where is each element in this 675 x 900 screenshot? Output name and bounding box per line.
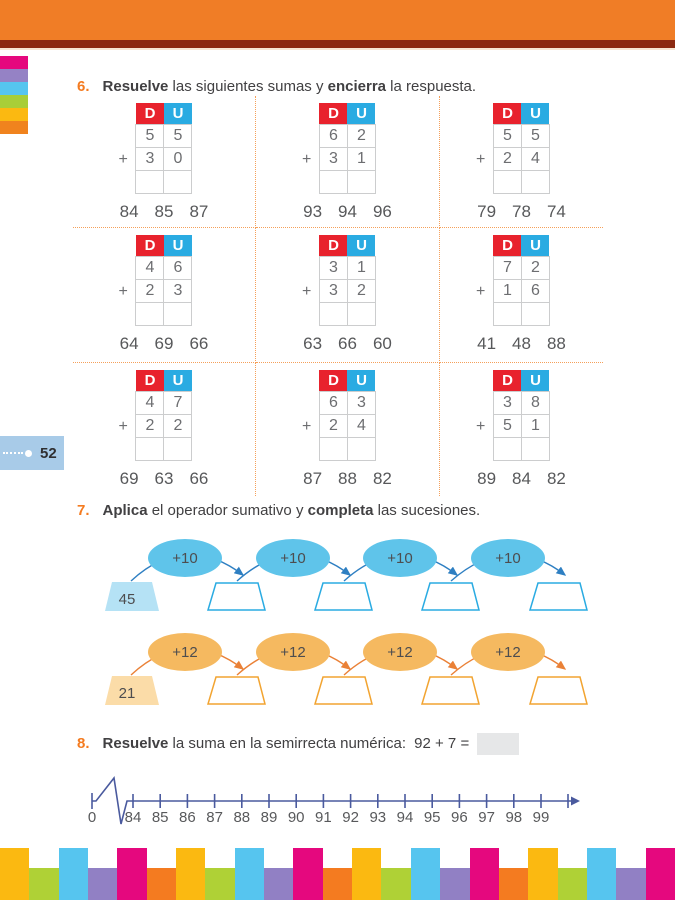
tick-label: 99 (532, 809, 550, 826)
answer-choice[interactable]: 69 (119, 468, 139, 488)
addend2-units: 4 (521, 147, 549, 170)
tens-column-header: D (493, 370, 521, 391)
empty-answer-trapezoid[interactable] (315, 583, 372, 610)
footer-bar-purple (616, 868, 645, 900)
footer-bar-magenta (646, 848, 675, 900)
empty-answer-trapezoid[interactable] (530, 677, 587, 704)
sum-units-input-cell[interactable] (164, 170, 192, 193)
addend1-tens: 3 (493, 391, 521, 414)
footer-bar-purple (440, 868, 469, 900)
plus-sign: + (118, 283, 128, 300)
side-tab-green (0, 95, 28, 108)
footer-bar-orange (147, 868, 176, 900)
answer-choice[interactable]: 93 (303, 201, 323, 221)
addition-problem (477, 103, 566, 222)
sum-units-input-cell[interactable] (347, 302, 375, 325)
footer-bar-orange (323, 868, 352, 900)
instruction-run: las siguientes sumas y (168, 78, 328, 95)
answer-choice[interactable]: 66 (338, 333, 357, 353)
sum-tens-input-cell[interactable] (136, 302, 164, 325)
addend1-tens: 4 (136, 391, 164, 414)
answer-choice[interactable]: 87 (189, 201, 209, 221)
origin-label: 0 (87, 809, 97, 826)
answer-choices (477, 469, 566, 489)
du-table (493, 103, 550, 194)
answer-choice[interactable]: 79 (477, 201, 497, 221)
du-table-wrap (118, 370, 192, 461)
answer-choice[interactable]: 94 (338, 201, 357, 221)
answer-choice[interactable]: 82 (372, 468, 392, 488)
empty-answer-trapezoid[interactable] (530, 583, 587, 610)
tens-column-header: D (319, 103, 347, 124)
plus-sign: + (475, 283, 486, 300)
addend2-tens: 1 (493, 279, 521, 302)
tens-column-header: D (493, 235, 521, 256)
answer-choice[interactable]: 88 (546, 333, 566, 353)
answer-choice[interactable]: 82 (546, 468, 566, 488)
sum-tens-input-cell[interactable] (136, 437, 164, 460)
units-column-header: U (347, 370, 375, 391)
tick-label: 85 (151, 809, 169, 826)
footer-bar-yellow (0, 848, 29, 900)
addend1-units: 1 (347, 256, 375, 279)
exercise6-heading (77, 76, 476, 98)
exercise7-number: 7. (77, 502, 90, 519)
sum-tens-input-cell[interactable] (493, 437, 521, 460)
plus-sign: + (118, 151, 128, 168)
instruction-run: Resuelve (102, 78, 169, 95)
number-sequence-0 (95, 535, 610, 623)
du-table (319, 103, 376, 194)
addend1-units: 2 (521, 256, 549, 279)
answer-choice[interactable]: 74 (546, 201, 566, 221)
addend2-units: 0 (164, 147, 192, 170)
answer-box[interactable] (477, 733, 519, 755)
du-table (135, 103, 192, 194)
addend2-tens: 3 (319, 147, 347, 170)
sum-tens-input-cell[interactable] (136, 170, 164, 193)
side-tab-magenta (0, 56, 28, 69)
du-table-wrap (475, 103, 550, 194)
du-table-wrap (475, 370, 550, 461)
tens-column-header: D (136, 103, 164, 124)
tens-column-header: D (136, 235, 164, 256)
addend1-units: 7 (164, 391, 192, 414)
footer-bar-purple (264, 868, 293, 900)
du-table-wrap (118, 235, 192, 326)
operator-label: +12 (280, 644, 306, 661)
units-column-header: U (521, 370, 549, 391)
sum-tens-input-cell[interactable] (319, 302, 347, 325)
answer-choice[interactable]: 88 (338, 468, 357, 488)
answer-choices (303, 202, 392, 222)
units-column-header: U (521, 235, 549, 256)
addend1-tens: 4 (136, 256, 164, 279)
instruction-run: el operador sumativo y (147, 502, 308, 519)
footer-bar-blue (587, 848, 616, 900)
units-column-header: U (347, 103, 375, 124)
tick-label: 86 (179, 809, 196, 826)
addend2-tens: 3 (319, 279, 347, 302)
answer-choices (120, 334, 209, 354)
tens-column-header: D (319, 235, 347, 256)
empty-answer-trapezoid[interactable] (208, 583, 265, 610)
addend2-units: 1 (521, 414, 549, 437)
sum-units-input-cell[interactable] (521, 437, 549, 460)
side-tab-purple (0, 69, 28, 82)
tick-label: 89 (260, 809, 278, 826)
side-color-tabs (0, 56, 28, 134)
exercise6-number: 6. (77, 78, 90, 95)
tens-column-header: D (493, 103, 521, 124)
page-number-tab (0, 436, 64, 470)
units-column-header: U (164, 235, 192, 256)
problem-cell (73, 363, 256, 496)
side-tab-orange (0, 121, 28, 134)
addition-problem (120, 103, 209, 222)
problem-cell (440, 363, 603, 496)
instruction-run: la suma en la semirrecta numérica: (168, 735, 411, 752)
answer-choice[interactable]: 96 (372, 201, 392, 221)
plus-sign: + (475, 151, 486, 168)
answer-choice[interactable]: 78 (512, 201, 531, 221)
addend1-tens: 5 (136, 124, 164, 147)
answer-choices (120, 202, 209, 222)
answer-choice[interactable]: 66 (189, 333, 209, 353)
empty-answer-trapezoid[interactable] (315, 677, 372, 704)
sum-units-input-cell[interactable] (521, 302, 549, 325)
sequence-start-value: 45 (118, 591, 136, 608)
problem-cell (73, 96, 256, 228)
units-column-header: U (347, 235, 375, 256)
problem-cell (440, 228, 603, 363)
empty-answer-trapezoid[interactable] (422, 583, 479, 610)
instruction-run: las sucesiones. (373, 502, 481, 519)
problem-cell (73, 228, 256, 363)
du-table (319, 370, 376, 461)
footer-bar-yellow (176, 848, 205, 900)
addition-problems-grid (73, 96, 603, 496)
sum-units-input-cell[interactable] (521, 170, 549, 193)
operator-label: +12 (172, 644, 198, 661)
side-tab-blue (0, 82, 28, 95)
exercise7-heading (77, 500, 480, 522)
addend2-units: 2 (164, 414, 192, 437)
number-line (80, 775, 600, 835)
footer-bar-blue (411, 848, 440, 900)
operator-label: +10 (387, 550, 413, 567)
addend1-units: 8 (521, 391, 549, 414)
tick-label: 88 (233, 809, 251, 826)
footer-bar-yellow (528, 848, 557, 900)
sequence-start-value: 21 (118, 685, 136, 702)
operator-label: +10 (172, 550, 198, 567)
instruction-run: la respuesta. (386, 78, 477, 95)
units-column-header: U (164, 103, 192, 124)
tens-column-header: D (136, 370, 164, 391)
addend1-units: 3 (347, 391, 375, 414)
addend1-units: 5 (164, 124, 192, 147)
answer-choice[interactable]: 84 (119, 201, 139, 221)
header-accent-line (0, 40, 675, 50)
problem-cell (256, 363, 440, 496)
answer-choice[interactable]: 69 (154, 333, 174, 353)
header-band (0, 0, 675, 40)
answer-choice[interactable]: 41 (477, 333, 497, 353)
answer-choice[interactable]: 60 (372, 333, 392, 353)
footer-bar-green (29, 868, 58, 900)
footer-bar-green (558, 868, 587, 900)
addend2-units: 1 (347, 147, 375, 170)
tick-label: 90 (287, 809, 305, 826)
addend2-units: 6 (521, 279, 549, 302)
answer-choices (303, 469, 392, 489)
operator-label: +12 (495, 644, 521, 661)
footer-bar-magenta (117, 848, 146, 900)
addend2-tens: 2 (493, 147, 521, 170)
instruction-run: Aplica (102, 502, 148, 519)
answer-choice[interactable]: 63 (154, 468, 174, 488)
exercise8-heading (77, 733, 519, 755)
sum-tens-input-cell[interactable] (319, 170, 347, 193)
footer-bar-green (381, 868, 410, 900)
footer-bar-blue (59, 848, 88, 900)
answer-choices (120, 469, 209, 489)
footer-bar-purple (88, 868, 117, 900)
sum-tens-input-cell[interactable] (493, 170, 521, 193)
tick-label: 91 (315, 809, 332, 826)
tick-label: 84 (124, 809, 142, 826)
arrowhead-icon (571, 797, 580, 806)
footer-color-bars (0, 848, 675, 900)
tick-label: 98 (505, 809, 523, 826)
addend1-units: 5 (521, 124, 549, 147)
tick-label: 94 (396, 809, 414, 826)
answer-choices (477, 334, 566, 354)
answer-choice[interactable]: 85 (154, 201, 174, 221)
footer-bar-green (205, 868, 234, 900)
addend1-tens: 5 (493, 124, 521, 147)
du-table (319, 235, 376, 326)
addition-problem (120, 370, 209, 489)
plus-sign: + (118, 418, 128, 435)
units-column-header: U (521, 103, 549, 124)
addend2-tens: 2 (136, 279, 164, 302)
addition-problem (477, 370, 566, 489)
sum-tens-input-cell[interactable] (319, 437, 347, 460)
plus-sign: + (301, 418, 312, 435)
addend2-tens: 2 (319, 414, 347, 437)
tick-label: 97 (478, 809, 495, 826)
addend2-tens: 2 (136, 414, 164, 437)
addend2-tens: 3 (136, 147, 164, 170)
answer-choice[interactable]: 63 (303, 333, 323, 353)
addend2-units: 4 (347, 414, 375, 437)
leader-dot (25, 450, 32, 457)
problem-cell (256, 228, 440, 363)
addend1-units: 6 (164, 256, 192, 279)
instruction-run: Resuelve (102, 735, 169, 752)
addend1-tens: 7 (493, 256, 521, 279)
units-column-header: U (164, 370, 192, 391)
addition-problem (303, 370, 392, 489)
side-tab-yellow (0, 108, 28, 121)
tick-label: 93 (369, 809, 387, 826)
footer-bar-blue (235, 848, 264, 900)
du-table-wrap (301, 235, 376, 326)
addend1-tens: 6 (319, 124, 347, 147)
instruction-run: completa (307, 502, 374, 519)
dotted-leader-line (3, 452, 23, 454)
plus-sign: + (475, 418, 486, 435)
answer-choice[interactable]: 89 (477, 468, 497, 488)
du-table (135, 370, 192, 461)
plus-sign: + (301, 283, 312, 300)
operator-label: +10 (495, 550, 521, 567)
exercise6-instruction (103, 78, 477, 95)
answer-choice[interactable]: 87 (303, 468, 323, 488)
sum-units-input-cell[interactable] (164, 437, 192, 460)
number-sequence-1 (95, 629, 610, 717)
addition-problem (477, 235, 566, 354)
answer-choice[interactable]: 64 (119, 333, 139, 353)
addend1-tens: 6 (319, 391, 347, 414)
addition-problem (120, 235, 209, 354)
tick-label: 87 (206, 809, 223, 826)
tick-label: 92 (342, 809, 359, 826)
addend1-units: 2 (347, 124, 375, 147)
tick-label: 95 (423, 809, 441, 826)
sum-units-input-cell[interactable] (347, 437, 375, 460)
addition-problem (303, 235, 392, 354)
addend2-tens: 5 (493, 414, 521, 437)
du-table-wrap (301, 103, 376, 194)
equation-text: 92 + 7 = (414, 735, 470, 752)
answer-choices (477, 202, 566, 222)
sum-units-input-cell[interactable] (347, 170, 375, 193)
footer-bar-magenta (470, 848, 499, 900)
sum-units-input-cell[interactable] (164, 302, 192, 325)
du-table-wrap (118, 103, 192, 194)
sum-tens-input-cell[interactable] (493, 302, 521, 325)
footer-bar-orange (499, 868, 528, 900)
addend2-units: 3 (164, 279, 192, 302)
exercise8-instruction (103, 735, 411, 752)
addition-problem (303, 103, 392, 222)
operator-label: +10 (280, 550, 306, 567)
exercise8-number: 8. (77, 735, 90, 752)
exercise7-instruction (103, 502, 481, 519)
answer-choice[interactable]: 84 (512, 468, 531, 488)
tick-label: 96 (451, 809, 468, 826)
problem-cell (440, 96, 603, 228)
empty-answer-trapezoid[interactable] (422, 677, 479, 704)
operator-label: +12 (387, 644, 413, 661)
du-table-wrap (301, 370, 376, 461)
tens-column-header: D (319, 370, 347, 391)
answer-choices (303, 334, 392, 354)
footer-bar-magenta (293, 848, 322, 900)
du-table (135, 235, 192, 326)
footer-bar-yellow (352, 848, 381, 900)
empty-answer-trapezoid[interactable] (208, 677, 265, 704)
plus-sign: + (301, 151, 312, 168)
instruction-run: encierra (327, 78, 387, 95)
addend2-units: 2 (347, 279, 375, 302)
answer-choice[interactable]: 66 (189, 468, 209, 488)
du-table-wrap (475, 235, 550, 326)
du-table (493, 370, 550, 461)
page-number: 52 (40, 444, 57, 462)
addend1-tens: 3 (319, 256, 347, 279)
answer-choice[interactable]: 48 (512, 333, 531, 353)
problem-cell (256, 96, 440, 228)
du-table (493, 235, 550, 326)
